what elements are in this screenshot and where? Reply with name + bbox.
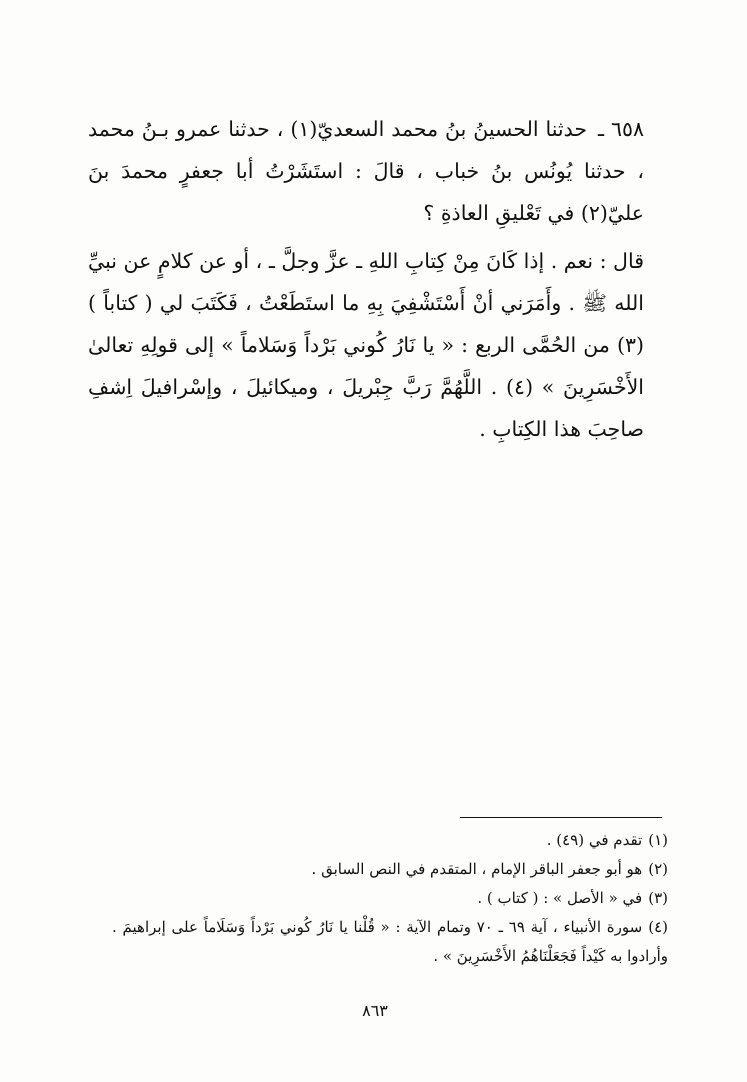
footnote-separator [460, 817, 662, 818]
hadith-answer-paragraph [88, 240, 644, 450]
footnote-text: سورة الأنبياء ، آية ٦٩ ـ ٧٠ وتمام الآية : « قُلْنا يا نَارُ كُوني بَرْداً وَسَلَاماً على إبراهيمَ . وأرادوا به كَيْداً فَجَعَلْنَاهُمُ الأَخْسَرِينَ » . [112, 918, 668, 965]
hadith-matn-text: قال : نعم . إذا كَانَ مِنْ كِتابِ اللهِ ـ عزَّ وجلَّ ـ ، أو عن كلامٍ عن نبيِّ الله ﷺ . وأَمَرَني أنْ أَسْتَشْفِيَ بِهِ ما استَطَعْتُ ، فَكَتَبَ لي ( كتاباً ) (٣) من الحُمَّى الربع : « يا نَارُ كُوني بَرْداً وَسَلاماً » إلى قولِهِ تعالىٰ الأَخْسَرِينَ » (٤) . اللَّهُمَّ رَبَّ جِبْريلَ ، وميكائيلَ ، وإسْرافيلَ اِشفِ صاحِبَ هذا الكِتابِ . [88, 249, 645, 441]
footnote-text: تقدم في (٤٩) . [546, 831, 643, 849]
footnote-text: هو أبو جعفر الباقر الإمام ، المتقدم في النص السابق . [311, 860, 643, 878]
footnote-4 [112, 913, 668, 971]
footnote-1 [112, 826, 668, 855]
footnote-label: (٣) [648, 889, 668, 907]
footnote-label: (٢) [648, 860, 668, 878]
main-text [88, 108, 644, 450]
footnote-text: في « الأصل » : ( كتاب ) . [477, 889, 643, 907]
page-number: ٨٦٣ [362, 1001, 388, 1020]
hadith-number: ٦٥٨ ـ [598, 117, 644, 141]
hadith-paragraph [88, 108, 644, 234]
footnote-label: (١) [648, 831, 668, 849]
footnote-label: (٤) [648, 918, 668, 936]
hadith-isnad-text: حدثنا الحسينُ بنُ محمد السعديّ(١) ، حدثنا عمرو بـنُ محمد ، حدثنا يُونُس بنُ خباب ، قالَ : استَشَرْتُ أبا جعفرٍ محمدَ بنَ عليّ(٢) في تَعْليقِ العاذةِ ؟ [88, 117, 644, 225]
footnote-2 [112, 855, 668, 884]
footnotes [112, 826, 668, 971]
footnote-3 [112, 884, 668, 913]
